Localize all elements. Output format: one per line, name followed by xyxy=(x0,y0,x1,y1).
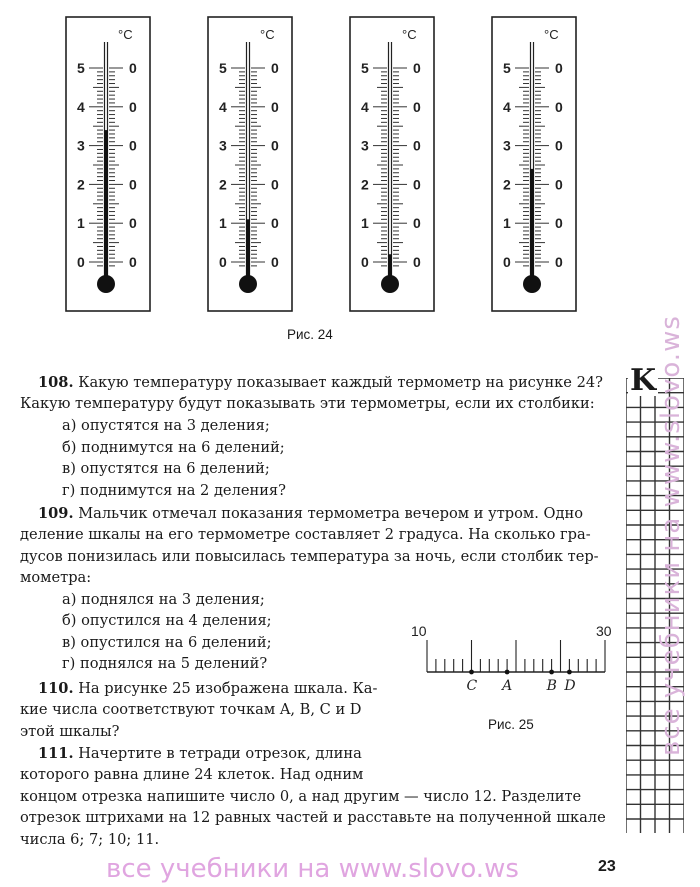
scale-label-zero: 0 xyxy=(413,60,421,76)
scale-label-zero: 0 xyxy=(129,254,137,270)
publisher-logo: K xyxy=(630,363,657,398)
scale-point xyxy=(549,670,554,675)
problem-number: 109. xyxy=(38,505,74,522)
scale-label: 3 xyxy=(361,137,369,154)
thermometer-bulb xyxy=(239,275,257,293)
answer-item: в) опустился на 6 делений; xyxy=(62,634,272,651)
problem-text-line xyxy=(38,503,583,525)
scale-label: 3 xyxy=(77,137,85,154)
problem-text-line: этой шкалы? xyxy=(20,723,120,740)
thermometer-3 xyxy=(349,16,435,312)
problem-text-line: кие числа соответствуют точкам A, B, C и D xyxy=(20,701,362,718)
text-line: Мальчик отмечал показания термометра вечером и утром. Одно xyxy=(78,505,584,522)
problem-text-line xyxy=(38,678,377,700)
side-watermark-text: все учебники на www.slovo.ws xyxy=(656,315,686,756)
unit-label: °C xyxy=(544,27,559,42)
scale-label-zero: 0 xyxy=(413,215,421,232)
answer-item: в) опустятся на 6 делений; xyxy=(62,460,270,477)
answer-item: а) опустятся на 3 деления; xyxy=(62,417,270,434)
page-number: 23 xyxy=(598,858,616,875)
scale-label: 1 xyxy=(219,215,227,232)
scale-point-label: D xyxy=(564,678,576,694)
text-line: Какую температуру показывает каждый термометр на рисунке 24? xyxy=(78,374,603,391)
mercury-column xyxy=(530,169,534,284)
answer-item: г) поднимутся на 2 деления? xyxy=(62,482,286,499)
mercury-column xyxy=(104,130,108,284)
figure-25-caption: Рис. 25 xyxy=(488,717,534,732)
problem-text-line: дусов понизилась или повысилась температура за ночь, если столбик тер- xyxy=(20,548,599,565)
thermometer-bulb xyxy=(97,275,115,293)
problem-number: 110. xyxy=(38,680,74,697)
side-watermark xyxy=(650,96,690,796)
scale-label-zero: 0 xyxy=(271,215,279,232)
scale-point xyxy=(567,670,572,675)
scale-label-zero: 0 xyxy=(129,98,137,115)
answer-item: г) поднялся на 5 делений? xyxy=(62,655,268,672)
answer-item: б) опустился на 4 деления; xyxy=(62,612,272,629)
text-line: На рисунке 25 изображена шкала. Ка- xyxy=(78,680,378,697)
scale-label: 4 xyxy=(219,98,227,115)
unit-label: °C xyxy=(402,27,417,42)
scale-label-zero: 0 xyxy=(413,98,421,115)
scale-label-zero: 0 xyxy=(271,98,279,115)
scale-label: 2 xyxy=(361,176,369,193)
problem-number: 108. xyxy=(38,374,74,391)
scale-point xyxy=(469,670,474,675)
scale-point-label: B xyxy=(546,678,557,694)
scale-label-zero: 0 xyxy=(271,137,279,154)
scale-point xyxy=(505,670,510,675)
scale-label: 3 xyxy=(503,137,511,154)
scale-start-label: 10 xyxy=(411,623,427,639)
thermometer-2 xyxy=(207,16,293,312)
mercury-column xyxy=(246,219,250,284)
unit-label: °C xyxy=(118,27,133,42)
scale-label: 0 xyxy=(361,254,369,270)
scale-label-zero: 0 xyxy=(413,176,421,193)
problem-text-line: числа 6; 7; 10; 11. xyxy=(20,831,160,848)
scale-label: 1 xyxy=(361,215,369,232)
scale-label-zero: 0 xyxy=(129,176,137,193)
scale-point-label: A xyxy=(502,678,513,694)
scale-label: 2 xyxy=(219,176,227,193)
problem-text-line: отрезок штрихами на 12 равных частей и расставьте на полученной шкале xyxy=(20,809,606,826)
scale-label: 2 xyxy=(77,176,85,193)
scale-label-zero: 0 xyxy=(555,98,563,115)
problem-text-line: Какую температуру будут показывать эти термометры, если их столбики: xyxy=(20,395,595,412)
text-line: Начертите в тетради отрезок, длина xyxy=(78,745,362,762)
scale-label: 4 xyxy=(77,98,85,115)
scale-label-zero: 0 xyxy=(555,137,563,154)
scale-point-label: C xyxy=(466,678,478,694)
answer-item: б) поднимутся на 6 делений; xyxy=(62,439,285,456)
scale-label: 0 xyxy=(219,254,227,270)
problem-text-line: которого равна длине 24 клеток. Над одним xyxy=(20,766,364,783)
problem-text-line: мометра: xyxy=(20,569,92,586)
scale-label: 1 xyxy=(503,215,511,232)
scale-label: 2 xyxy=(503,176,511,193)
unit-label: °C xyxy=(260,27,275,42)
thermometer-svg xyxy=(349,16,435,312)
problem-text-line xyxy=(38,372,603,394)
scale-label-zero: 0 xyxy=(413,254,421,270)
scale-label: 5 xyxy=(361,60,369,76)
scale-label-zero: 0 xyxy=(129,215,137,232)
problem-number: 111. xyxy=(38,745,74,762)
figure-24-thermometers xyxy=(0,0,700,320)
thermometer-svg xyxy=(207,16,293,312)
thermometer-bulb xyxy=(381,275,399,293)
thermometer-4 xyxy=(491,16,577,312)
scale-label: 4 xyxy=(503,98,511,115)
thermometer-bulb xyxy=(523,275,541,293)
problem-text-line xyxy=(38,743,362,765)
scale-end-label: 30 xyxy=(596,623,612,639)
scale-label-zero: 0 xyxy=(129,60,137,76)
thermometer-svg xyxy=(491,16,577,312)
thermometer-svg xyxy=(65,16,151,312)
figure-24-caption: Рис. 24 xyxy=(287,327,333,342)
scale-label-zero: 0 xyxy=(555,215,563,232)
scale-label: 1 xyxy=(77,215,85,232)
footer-watermark: все учебники на www.slovo.ws xyxy=(106,854,519,884)
figure-25-scale xyxy=(405,622,620,702)
scale-label: 0 xyxy=(503,254,511,270)
scale-label: 3 xyxy=(219,137,227,154)
scale-label-zero: 0 xyxy=(413,137,421,154)
scale-label: 0 xyxy=(77,254,85,270)
scale-label: 4 xyxy=(361,98,369,115)
scale-label: 5 xyxy=(77,60,85,76)
scale-label-zero: 0 xyxy=(271,254,279,270)
scale-label-zero: 0 xyxy=(129,137,137,154)
scale-label-zero: 0 xyxy=(555,60,563,76)
scale-label-zero: 0 xyxy=(271,176,279,193)
scale-label-zero: 0 xyxy=(555,254,563,270)
answer-item: а) поднялся на 3 деления; xyxy=(62,591,265,608)
thermometer-1 xyxy=(65,16,151,312)
scale-label: 5 xyxy=(503,60,511,76)
problem-text-line: концом отрезка напишите число 0, а над другим — число 12. Разделите xyxy=(20,788,582,805)
scale-label-zero: 0 xyxy=(271,60,279,76)
problem-text-line: деление шкалы на его термометре составляет 2 градуса. На сколько гра- xyxy=(20,526,591,543)
scale-label: 5 xyxy=(219,60,227,76)
scale-label-zero: 0 xyxy=(555,176,563,193)
